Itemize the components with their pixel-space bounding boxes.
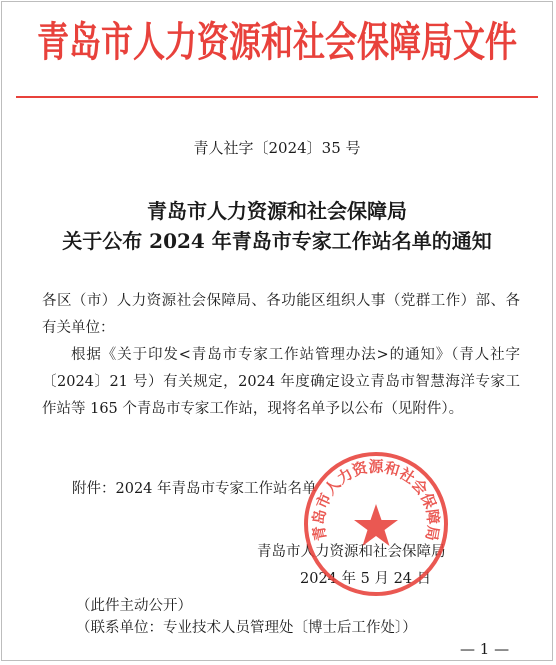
public-disclosure-note: （此件主动公开） [76,598,192,614]
notice-title [2,196,552,256]
notice-title-line-1: 青岛市人力资源和社会保障局 [147,199,407,223]
header-divider [16,96,538,98]
contact-unit-note: （联系单位：专业技术人员管理处〔博士后工作处〕） [76,620,417,636]
official-seal-icon [302,450,450,598]
document-header-title: 青岛市人力资源和社会保障局文件 [36,17,517,67]
document-page [1,1,553,661]
salutation: 各区（市）人力资源社会保障局、各功能区组织人事（党群工作）部、各有关单位： [42,293,520,336]
attachment-line: 附件：2024 年青岛市专家工作站名单 [72,481,317,497]
body-paragraph: 根据《关于印发<青岛市专家工作站管理办法>的通知》（青人社字〔2024〕21 号）有关规定，2024 年度确定设立青岛市智慧海洋专家工作站等 165 个青岛市专家工作站，现将名单予以公布（见附件）。 [42,347,520,417]
issuer-signature: 青岛市人力资源和社会保障局 [257,544,446,560]
notice-title-line-2: 关于公布 2024 年青岛市专家工作站名单的通知 [62,229,492,253]
issue-date: 2024 年 5 月 24 日 [300,571,432,587]
seal-text: 青岛市人力资源和社会保障局 [309,457,443,543]
document-number: 青人社字〔2024〕35 号 [193,139,361,157]
page-number: — 1 — [460,640,510,658]
